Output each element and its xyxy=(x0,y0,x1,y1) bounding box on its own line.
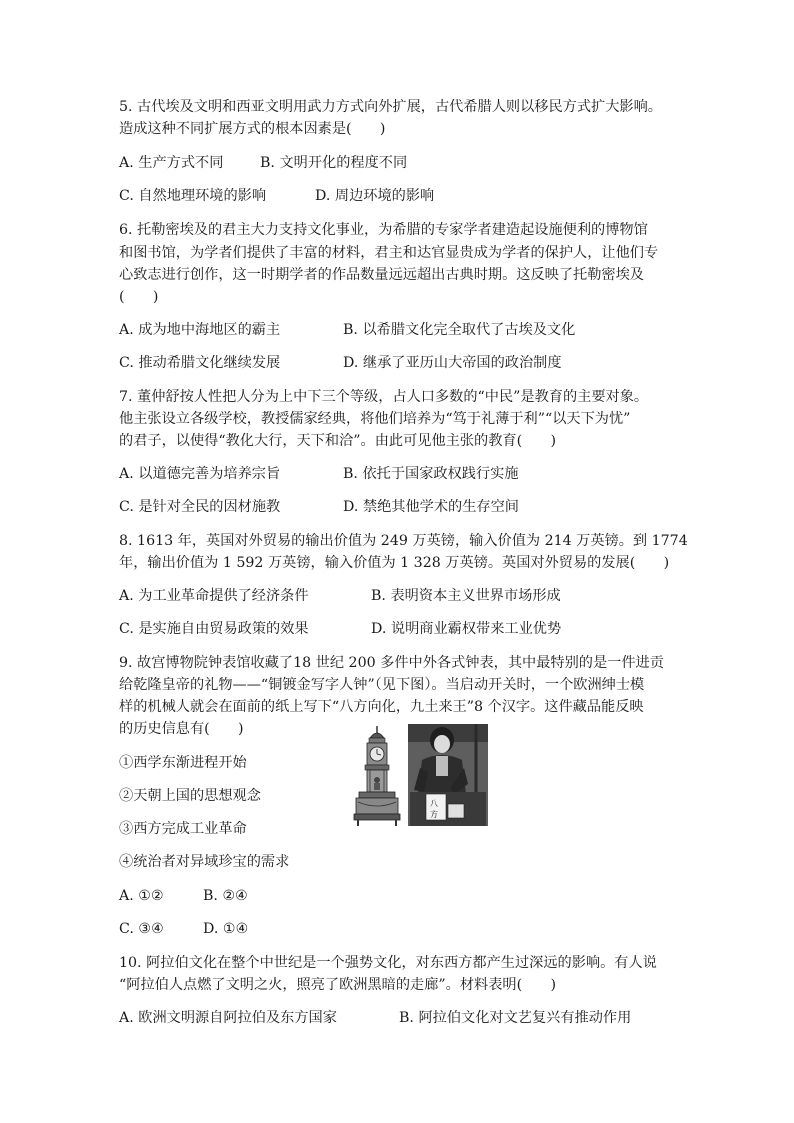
q9-stem-line-1: 9. 故宫博物院钟表馆收藏了18 世纪 200 多件中外各式钟表，其中最特别的是一件进贡 xyxy=(119,655,664,671)
q6-stem-line-2: 和图书馆，为学者们提供了丰富的材料，君主和达官显贵成为学者的保护人，让他们专 xyxy=(119,245,659,261)
q9-statement-1: ①西学东渐进程开始 xyxy=(119,755,247,771)
q5-option-b: B. 文明开化的程度不同 xyxy=(260,155,408,171)
q6-option-c: C. 推动希腊文化继续发展 xyxy=(119,355,281,371)
q9-option-b: B. ②④ xyxy=(203,888,248,904)
q5-option-d: D. 周边环境的影响 xyxy=(315,188,435,204)
q9-option-d: D. ①④ xyxy=(203,921,249,937)
q6-stem-line-4: ( ) xyxy=(119,289,159,305)
q9-statement-3: ③西方完成工业革命 xyxy=(119,821,247,837)
q10-stem-line-2: “阿拉伯人点燃了文明之火，照亮了欧洲黑暗的走廊”。材料表明( ) xyxy=(119,977,557,993)
q10-option-b: B. 阿拉伯文化对文艺复兴有推动作用 xyxy=(399,1010,632,1026)
q5-option-a: A. 生产方式不同 xyxy=(119,155,224,171)
q8-stem-line-1: 8. 1613 年，英国对外贸易的输出价值为 249 万英镑，输入价值为 214 万英镑。到 1774 xyxy=(119,533,688,549)
q7-option-c: C. 是针对全民的因材施教 xyxy=(119,499,281,515)
q7-option-d: D. 禁绝其他学术的生存空间 xyxy=(343,499,519,515)
q8-option-a: A. 为工业革命提供了经济条件 xyxy=(119,588,309,604)
clock-photo xyxy=(354,726,400,826)
q10-stem-line-1: 10. 阿拉伯文化在整个中世纪是一个强势文化，对东西方都产生过深远的影响。有人说 xyxy=(119,955,657,971)
q9-stem-line-4: 的历史信息有( ) xyxy=(119,721,244,737)
q6-stem-line-1: 6. 托勒密埃及的君主大力支持文化事业，为希腊的专家学者建造起设施便利的博物馆 xyxy=(119,222,648,238)
q9-statement-4: ④统治者对异域珍宝的需求 xyxy=(119,854,290,870)
q6-option-b: B. 以希腊文化完全取代了古埃及文化 xyxy=(343,322,576,338)
q9-stem-line-3: 样的机械人就会在面前的纸上写下“八方向化，九土来王”8 个汉字。这件藏品能反映 xyxy=(119,699,644,715)
q8-option-c: C. 是实施自由贸易政策的效果 xyxy=(119,621,309,637)
q6-stem-line-3: 心致志进行创作，这一时期学者的作品数量远远超出古典时期。这反映了托勒密埃及 xyxy=(119,267,644,283)
q9-stem-line-2: 给乾隆皇帝的礼物——“铜镀金写字人钟”（见下图）。当启动开关时，一个欧洲绅士模 xyxy=(119,677,645,693)
q7-option-a: A. 以道德完善为培养宗旨 xyxy=(119,466,281,482)
q8-stem-line-2: 年，输出价值为 1 592 万英镑，输入价值为 1 328 万英镑。英国对外贸易的发展( ) xyxy=(119,555,670,571)
q10-option-a: A. 欧洲文明源自阿拉伯及东方国家 xyxy=(119,1010,337,1026)
q9-option-a: A. ①② xyxy=(119,888,164,904)
q7-stem-line-3: 的君子，以使得“教化大行，天下和洽”。由此可见他主张的教育( ) xyxy=(119,433,557,449)
svg-text:方: 方 xyxy=(430,810,438,819)
q6-option-d: D. 继承了亚历山大帝国的政治制度 xyxy=(343,355,562,371)
q7-stem-line-2: 他主张设立各级学校，教授儒家经典，将他们培养为“笃于礼薄于利”“以天下为忧” xyxy=(119,411,631,427)
automaton-photo xyxy=(408,724,488,826)
svg-text:八: 八 xyxy=(430,799,438,808)
q7-stem-line-1: 7. 董仲舒按人性把人分为上中下三个等级，占人口多数的“中民”是教育的主要对象。 xyxy=(119,389,649,405)
writing-clock-photo xyxy=(350,724,490,828)
q9-option-c: C. ③④ xyxy=(119,921,164,937)
q5-option-c: C. 自然地理环境的影响 xyxy=(119,188,267,204)
q6-option-a: A. 成为地中海地区的霸主 xyxy=(119,322,281,338)
q7-option-b: B. 依托于国家政权践行实施 xyxy=(343,466,519,482)
q5-stem-line-1: 5. 古代埃及文明和西亚文明用武力方式向外扩展，古代希腊人则以移民方式扩大影响。 xyxy=(119,99,662,115)
q8-option-b: B. 表明资本主义世界市场形成 xyxy=(371,588,561,604)
q8-option-d: D. 说明商业霸权带来工业优势 xyxy=(371,621,562,637)
q5-stem-line-2: 造成这种不同扩展方式的根本因素是( ) xyxy=(119,121,386,137)
q9-statement-2: ②天朝上国的思想观念 xyxy=(119,788,261,804)
